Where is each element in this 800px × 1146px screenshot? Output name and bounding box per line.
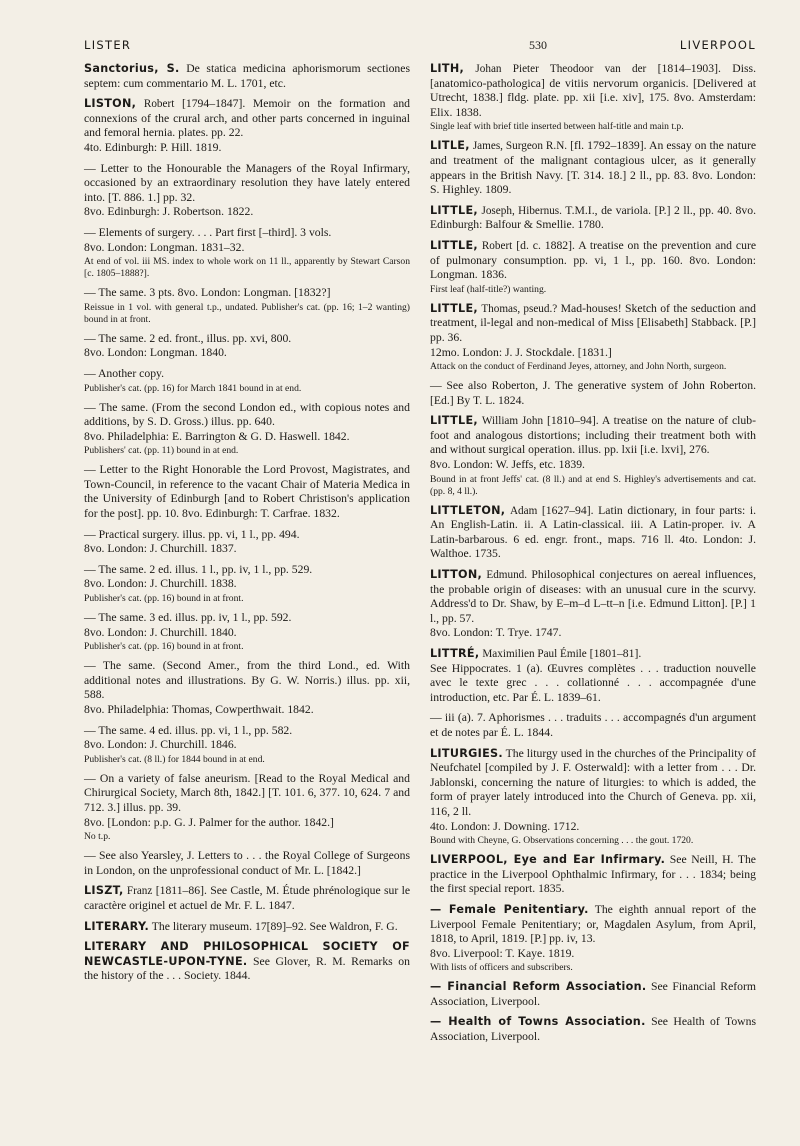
- entry-heading: LITERARY.: [84, 919, 150, 933]
- entry-author-forename: Franz: [126, 885, 153, 898]
- entry-note: Publisher's cat. (pp. 16) bound in at front.: [84, 641, 244, 653]
- entry-text: Mad-houses! Sketch of the seduction and treatment, il-legal and non-medical of Miss [Elisabeth] Stabback. [P.] pp. 36. 12mo. London: J. J. Stockdale. [1831.]: [430, 301, 757, 359]
- entry-author-forename: James, Surgeon R.N.: [472, 140, 568, 153]
- entry-text: — The same. 3 ed. illus. pp. iv, 1 l., pp. 592. 8vo. London: J. Churchill. 1840.: [84, 611, 292, 639]
- catalogue-entry: [430, 747, 756, 848]
- catalogue-entry: [84, 940, 410, 984]
- catalogue-entry: [84, 659, 410, 717]
- entry-text: — The same. (From the second London ed., with copious notes and additions, by S. D. Gross.) illus. pp. 640. 8vo. Philadelphia: E. Barrington & G. D. Haswell. 1842.: [84, 400, 410, 443]
- entry-text: The eighth annual report of the Liverpool Female Penitentiary; or, Magdalen Asylum, from April, 1818, to April, 1819. [P.] pp. iv, 13. 8vo. Liverpool: T. Kaye. 1819.: [430, 902, 757, 960]
- catalogue-entry: [84, 528, 410, 557]
- header-right-catchword: LIVERPOOL: [679, 38, 756, 52]
- catalogue-entry: [84, 772, 410, 843]
- catalogue-entry: [84, 97, 410, 155]
- entry-text: See Glover, R. M. Remarks on the history of the . . . Society. 1844.: [84, 954, 410, 983]
- entry-note: Reissue in 1 vol. with general t.p., undated. Publisher's cat. (pp. 16; 1–2 wanting) bound in at front.: [84, 301, 410, 325]
- entry-heading: LITURGIES.: [430, 746, 503, 760]
- entry-heading: LISTON,: [84, 97, 137, 111]
- entry-author-forename: Thomas, pseud.?: [481, 302, 558, 315]
- entry-heading: — Health of Towns Association.: [430, 1015, 646, 1029]
- catalogue-entry: [430, 903, 756, 974]
- catalogue-entry: [84, 920, 410, 935]
- entry-heading: — Female Penitentiary.: [430, 902, 589, 916]
- entry-author-forename: Edmund.: [486, 569, 528, 582]
- catalogue-entry: [84, 884, 410, 913]
- catalogue-entry: [430, 853, 756, 897]
- entry-note: Attack on the conduct of Ferdinand Jeyes, attorney, and John North, surgeon.: [430, 361, 727, 373]
- entry-author-forename: Joseph, Hibernus.: [481, 204, 562, 217]
- catalogue-entry: [84, 162, 410, 220]
- catalogue-entry: [84, 286, 410, 326]
- entry-heading: LIVERPOOL, Eye and Ear Infirmary.: [430, 853, 666, 867]
- entry-text: De statica medicina aphorismorum sectiones septem: cum commentario M. L. 1701, etc.: [84, 62, 410, 90]
- right-column: [430, 62, 756, 1051]
- entry-heading: LITLE,: [430, 139, 470, 153]
- entry-heading: — Financial Reform Association.: [430, 980, 647, 994]
- entry-text: — Elements of surgery. . . . Part first [–third]. 3 vols. 8vo. London: Longman. 1831–32.: [84, 225, 332, 254]
- entry-author-forename: Maximilien Paul Émile: [482, 648, 587, 660]
- entry-note: First leaf (half-title?) wanting.: [430, 283, 547, 295]
- entry-note: Publisher's cat. (pp. 16) for March 1841 bound in at end.: [84, 382, 302, 394]
- entry-text: [1794–1847]. Memoir on the formation and connexions of the crural arch, and other parts concerned in inguinal and femoral hernia. plates. pp. 22. 4to. Edinburgh: P. Hill. 1819.: [84, 97, 411, 154]
- entry-note: Bound with Cheyne, G. Observations concerning . . . the gout. 1720.: [430, 835, 694, 847]
- catalogue-entry: [84, 332, 410, 361]
- entry-text: — See also Roberton, J. The generative system of John Roberton. [Ed.] By T. L. 1824.: [430, 379, 756, 407]
- entry-text: — The same. 2 ed. illus. 1 l., pp. iv, 1 l., pp. 529. 8vo. London: J. Churchill. 1838.: [84, 562, 313, 591]
- entry-heading: LITTLE,: [430, 301, 478, 315]
- catalogue-entry: [430, 1015, 756, 1044]
- entry-text: Philosophical conjectures on aereal influences, the probable origin of diseases: with an unusual cure in the scurvy. Address'd to Dr. Shaw, by E–m–d L–tt–n [i.e. Edmund Litton]. [P.] 1 l., pp. 57. 8vo. London: T. Trye. 1747.: [430, 568, 757, 640]
- catalogue-entry: [84, 611, 410, 653]
- entry-text: T.M.I., de variola. [P.] 2 ll., pp. 40. 8vo. Edinburgh: Balfour & Smellie. 1780.: [430, 203, 756, 232]
- entry-text: See Financial Reform Association, Liverpool.: [430, 980, 757, 1008]
- entry-text: — The same. 2 ed. front., illus. pp. xvi, 800. 8vo. London: Longman. 1840.: [84, 331, 292, 360]
- catalogue-entry: [430, 204, 756, 233]
- entry-text: — See also Yearsley, J. Letters to . . . the Royal College of Surgeons in London, on the unprofessional conduct of Mr. L. [1842.]: [84, 849, 410, 877]
- entry-author-forename: Adam: [509, 504, 538, 517]
- entry-heading: LITERARY AND PHILOSOPHICAL SOCIETY OF NEWCASTLE-UPON-TYNE.: [84, 940, 410, 968]
- entry-text: — Another copy.: [84, 366, 165, 380]
- catalogue-entry: [430, 139, 756, 197]
- header-left-catchword: LISTER: [84, 38, 132, 52]
- catalogue-entry: [84, 563, 410, 605]
- left-column: [84, 62, 410, 990]
- entry-text: See Neill, H. The practice in the Liverpool Ophthalmic Infirmary, for . . . 1834; being the first special report. 1835.: [430, 853, 756, 896]
- catalogue-entry: [430, 568, 756, 641]
- entry-heading: LITTLE,: [430, 203, 478, 217]
- entry-author-forename: Robert: [143, 98, 175, 111]
- page-number: 530: [529, 38, 547, 52]
- catalogue-entry: [84, 849, 410, 878]
- entry-heading: LITTON,: [430, 568, 483, 582]
- catalogue-entry: [84, 724, 410, 766]
- catalogue-entry: [84, 226, 410, 280]
- entry-text: The literary museum. 17[89]–92. See Waldron, F. G.: [151, 919, 398, 933]
- entry-text: — iii (a). 7. Aphorismes . . . traduits . . . accompagnés d'un argument et de notes par É. L. 1844.: [430, 711, 756, 739]
- entry-note: No t.p.: [84, 831, 111, 843]
- entry-text: — The same. 4 ed. illus. pp. vi, 1 l., pp. 582. 8vo. London: J. Churchill. 1846.: [84, 723, 293, 752]
- entry-note: Publisher's cat. (8 ll.) for 1844 bound in at end.: [84, 753, 265, 765]
- catalogue-entry: [430, 414, 756, 497]
- entry-text: The liturgy used in the churches of the Principality of Neufchatel [compiled by J. F. Osterwald]: with a letter from . . . Dr. Jablonski, concerning the nature of liturgies: to which is added, the form of prayer lately introduced into the Church of Geneva. pp. xii, 116, 2 ll. 4to. London: J. Downing. 1712.: [430, 746, 756, 833]
- entry-text: [fl. 1792–1839]. An essay on the nature and treatment of the malignant contagious ulcer, as it generally appears in the British Navy. [T. 314. 18.] 2 ll., pp. 83. 8vo. London: S. Highley. 1809.: [430, 139, 757, 197]
- entry-text: [d. c. 1882]. A treatise on the prevention and cure of pulmonary consumption. pp. vi, 1 l., pp. 160. 8vo. London: Longman. 1836.: [430, 238, 757, 282]
- entry-note: Single leaf with brief title inserted between half-title and main t.p.: [430, 121, 684, 133]
- catalogue-entry: [430, 504, 756, 562]
- entry-heading: Sanctorius, S.: [84, 62, 180, 75]
- catalogue-entry: [430, 379, 756, 408]
- catalogue-entry: [84, 367, 410, 395]
- entry-text: — Letter to the Honourable the Managers of the Royal Infirmary, occasioned by an extraordinary resolution they have lately entered into. [T. 886. 1.] pp. 32. 8vo. Edinburgh: J. Robertson. 1822.: [84, 161, 410, 219]
- entry-heading: LITTLE,: [430, 238, 478, 252]
- entry-text: [1810–94]. A treatise on the nature of club-foot and analogous distortions; including their treatment both with and without surgical operation. illus. pp. lxii [i.e. lxvi], 276. 8vo. London: W. Jeffs, etc. 1839.: [430, 414, 757, 472]
- catalogue-entry: [430, 62, 756, 133]
- catalogue-entry: [430, 239, 756, 296]
- catalogue-entry: [84, 463, 410, 521]
- running-header: [84, 38, 756, 58]
- catalogue-entry: [430, 302, 756, 373]
- entry-heading: LISZT,: [84, 884, 124, 898]
- catalogue-entry: [430, 647, 756, 705]
- entry-note: Publishers' cat. (pp. 11) bound in at end.: [84, 445, 239, 457]
- entry-text: See Health of Towns Association, Liverpool.: [430, 1015, 756, 1044]
- catalogue-entry: [430, 711, 756, 740]
- entry-text: [1811–86]. See Castle, M. Étude phrénologique sur le caractère originel et actuel de Mr. F. L. 1847.: [84, 884, 411, 912]
- entry-text: [1801–81]. See Hippocrates. 1 (a). Œuvres complètes . . . traduction nouvelle avec le texte grec . . . collationné . . . accompagnée d'une introduction, etc. Par É. L. 1839–61.: [430, 647, 756, 704]
- entry-note: At end of vol. iii MS. index to whole work on 11 ll., apparently by Stewart Carson [c. 1805–1888?].: [84, 256, 410, 280]
- entry-author-forename: Johan Pieter Theodoor van der: [475, 63, 647, 75]
- catalogue-entry: [84, 62, 410, 91]
- entry-text: — The same. (Second Amer., from the third Lond., ed. With additional notes and illustrations. By G. W. Norris.) illus. pp. xii, 588. 8vo. Philadelphia: Thomas, Cowperthwait. 1842.: [84, 659, 410, 716]
- entry-heading: LITTLE,: [430, 414, 478, 428]
- entry-note: With lists of officers and subscribers.: [430, 962, 573, 974]
- entry-text: [1627–94]. Latin dictionary, in four parts: i. An English-Latin. ii. A Latin-classical. iii. A Latin-proper. iv. A Latin-barbarous. 6 ed. engr. front., maps. 716 ll. 4to. London: J. Walthoe. 1735.: [430, 503, 757, 561]
- entry-text: — On a variety of false aneurism. [Read to the Royal Medical and Chirurgical Society, March 8th, 1842.] [T. 101. 6, 377. 10, 624. 7 and 712. 3.] illus. pp. 39. 8vo. [London: p.p. G. J. Palmer for the author. 1842.]: [84, 771, 410, 829]
- entry-text: — Practical surgery. illus. pp. vi, 1 l., pp. 494. 8vo. London: J. Churchill. 1837.: [84, 527, 300, 556]
- entry-heading: LITTRÉ,: [430, 647, 480, 660]
- entry-note: Bound in at front Jeffs' cat. (8 ll.) and at end S. Highley's advertisements and cat. (pp. 8, 4 ll.).: [430, 473, 756, 497]
- entry-text: — The same. 3 pts. 8vo. London: Longman. [1832?]: [84, 286, 331, 300]
- entry-text: — Letter to the Right Honorable the Lord Provost, Magistrates, and Town-Council, in reference to the vacant Chair of Materia Medica in the University of Edinburgh [and to Robert Christison's application for the post]. pp. 10. 8vo. Edinburgh: T. Carfrae. 1832.: [84, 463, 410, 521]
- catalogue-entry: [84, 401, 410, 458]
- entry-note: Publisher's cat. (pp. 16) bound in at front.: [84, 593, 244, 605]
- entry-text: [1814–1903]. Diss. [anatomico-pathologica] de vitiis nervorum organicis. [Delivered at Utrecht, 1838.] fldg. plate. pp. xii [i.e. xiv], 175. 8vo. Amsterdam: Elix. 1838.: [430, 62, 756, 119]
- catalogue-entry: [430, 980, 756, 1009]
- entry-heading: LITTLETON,: [430, 503, 506, 517]
- entry-heading: LITH,: [430, 62, 465, 75]
- entry-author-forename: Robert: [481, 239, 513, 252]
- entry-author-forename: William John: [481, 415, 544, 428]
